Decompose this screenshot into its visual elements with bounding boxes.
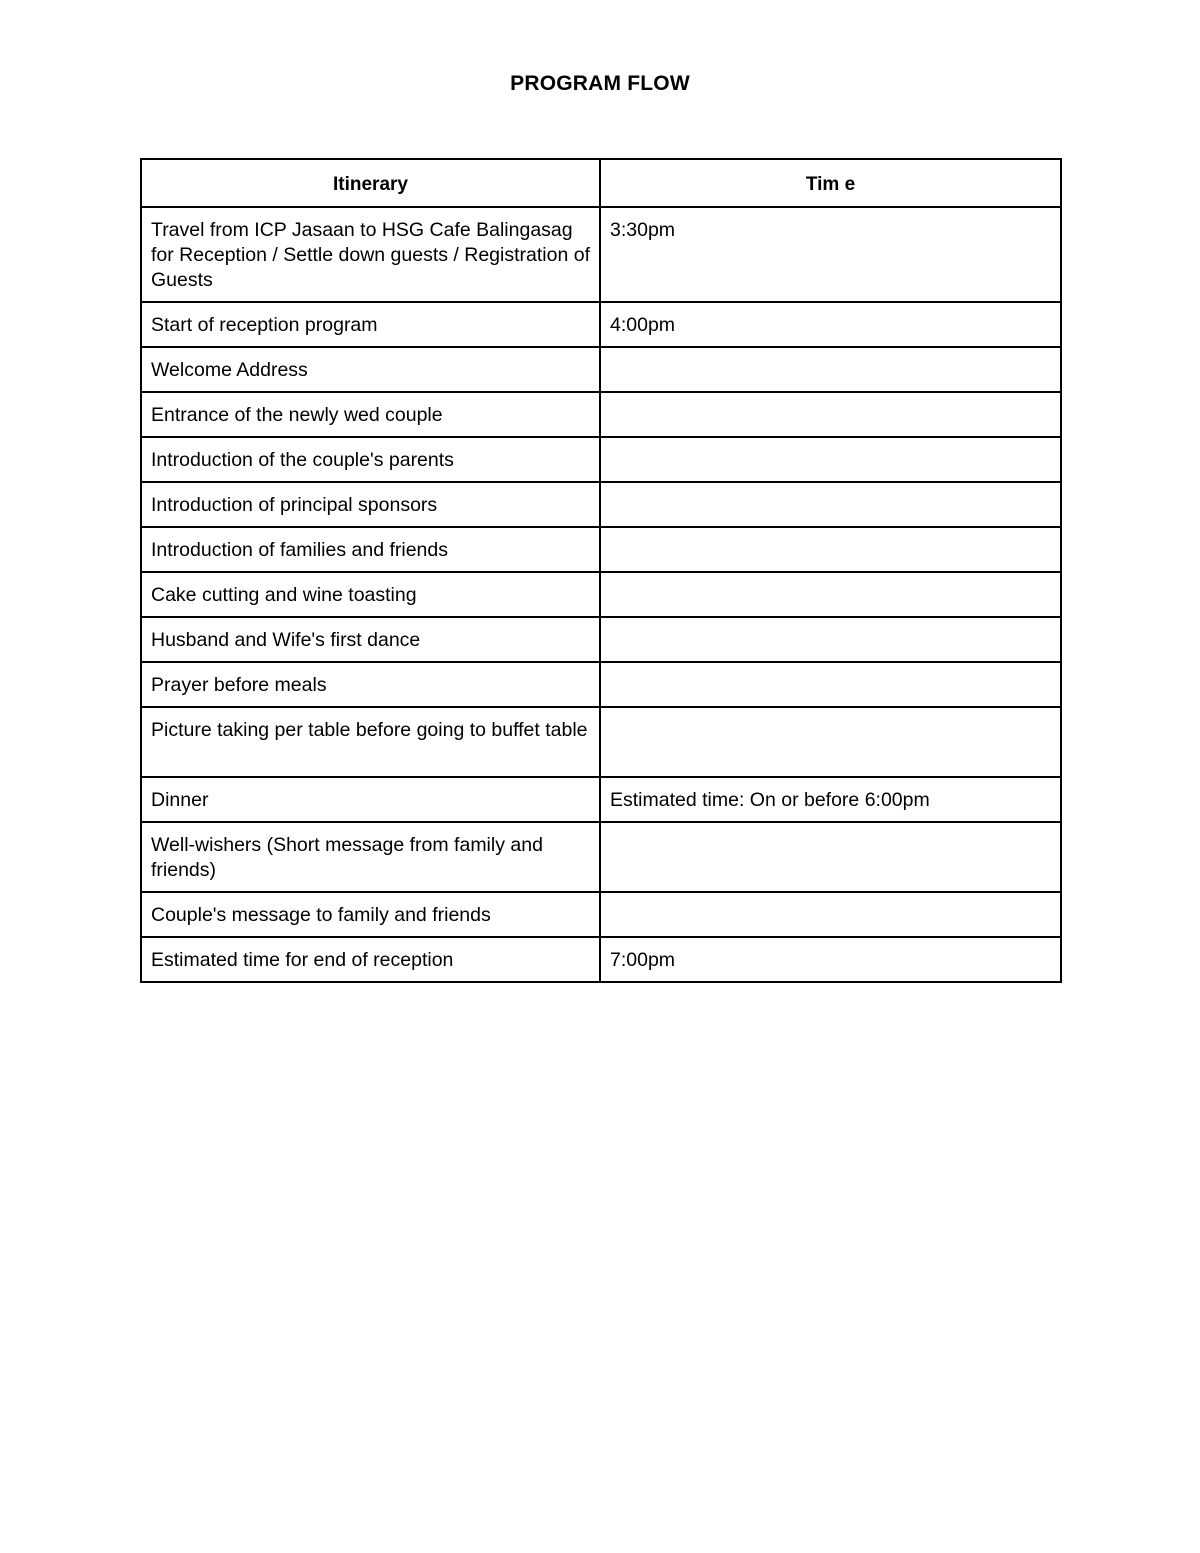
column-header-itinerary: Itinerary (141, 159, 600, 207)
time-cell (600, 392, 1061, 437)
table-row (141, 207, 1061, 302)
itinerary-cell: Cake cutting and wine toasting (141, 572, 600, 617)
table-row (141, 572, 1061, 617)
table-row (141, 822, 1061, 892)
column-header-time: Tim e (600, 159, 1061, 207)
table-row (141, 892, 1061, 937)
time-cell: Estimated time: On or before 6:00pm (600, 777, 1061, 822)
time-cell (600, 572, 1061, 617)
table-row (141, 302, 1061, 347)
itinerary-cell: Estimated time for end of reception (141, 937, 600, 982)
itinerary-cell: Prayer before meals (141, 662, 600, 707)
time-cell (600, 437, 1061, 482)
time-cell (600, 482, 1061, 527)
itinerary-cell: Picture taking per table before going to buffet table (141, 707, 600, 777)
time-cell: 7:00pm (600, 937, 1061, 982)
table-row (141, 937, 1061, 982)
time-cell (600, 527, 1061, 572)
itinerary-cell: Introduction of families and friends (141, 527, 600, 572)
itinerary-cell: Welcome Address (141, 347, 600, 392)
table-row (141, 527, 1061, 572)
itinerary-cell: Start of reception program (141, 302, 600, 347)
time-cell (600, 347, 1061, 392)
itinerary-cell: Couple's message to family and friends (141, 892, 600, 937)
time-cell: 3:30pm (600, 207, 1061, 302)
table-row (141, 482, 1061, 527)
itinerary-cell: Introduction of the couple's parents (141, 437, 600, 482)
itinerary-cell: Well-wishers (Short message from family and friends) (141, 822, 600, 892)
table-row (141, 617, 1061, 662)
table-row (141, 777, 1061, 822)
time-cell (600, 892, 1061, 937)
itinerary-cell: Introduction of principal sponsors (141, 482, 600, 527)
table-row (141, 707, 1061, 777)
time-cell (600, 822, 1061, 892)
time-cell (600, 617, 1061, 662)
program-flow-table (140, 158, 1062, 983)
itinerary-cell: Dinner (141, 777, 600, 822)
table-header-row (141, 159, 1061, 207)
time-cell (600, 707, 1061, 777)
itinerary-cell: Travel from ICP Jasaan to HSG Cafe Balingasag for Reception / Settle down guests / Registration of Guests (141, 207, 600, 302)
time-cell: 4:00pm (600, 302, 1061, 347)
itinerary-cell: Husband and Wife's first dance (141, 617, 600, 662)
table-row (141, 347, 1061, 392)
table-row (141, 437, 1061, 482)
time-cell (600, 662, 1061, 707)
table-row (141, 662, 1061, 707)
itinerary-cell: Entrance of the newly wed couple (141, 392, 600, 437)
page-title: PROGRAM FLOW (510, 72, 690, 95)
table-row (141, 392, 1061, 437)
